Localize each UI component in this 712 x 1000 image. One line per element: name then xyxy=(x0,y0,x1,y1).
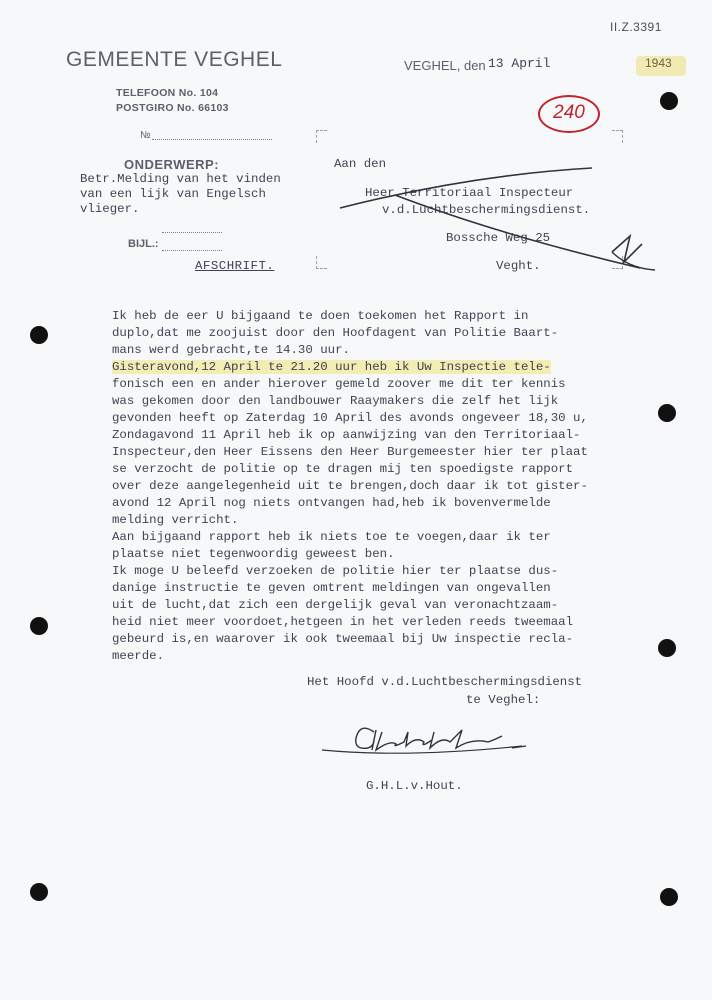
recipient-line: Bossche Weg 25 xyxy=(446,231,551,245)
letter-date: 13 April xyxy=(488,56,551,71)
body-line: meerde. xyxy=(112,649,165,663)
number-label: № xyxy=(140,130,151,141)
body-line: melding verricht. xyxy=(112,513,239,527)
recipient-line: v.d.Luchtbeschermingsdienst. xyxy=(382,203,591,217)
year-note: 1943 xyxy=(645,56,672,70)
phone-number: TELEFOON No. 104 xyxy=(116,87,219,99)
body-line: Inspecteur,den Heer Eissens den Heer Burgemeester hier ter plaat xyxy=(112,445,588,459)
body-line: plaatse niet tegenwoordig geweest ben. xyxy=(112,547,395,561)
body-line: duplo,dat me zoojuist door den Hoofdagent van Politie Baart- xyxy=(112,326,559,340)
recipient-line: Heer Territoriaal Inspecteur xyxy=(365,186,574,200)
body-line: fonisch een en ander hierover gemeld zoover me dit ter kennis xyxy=(112,377,566,391)
signatory-name: G.H.L.v.Hout. xyxy=(366,779,463,793)
closing-title: Het Hoofd v.d.Luchtbeschermingsdienst xyxy=(307,675,583,689)
copy-label: AFSCHRIFT. xyxy=(195,259,275,273)
archive-stamp: II.Z.3391 xyxy=(610,20,662,34)
closing-place: te Veghel: xyxy=(466,693,541,707)
body-line: was gekomen door den landbouwer Raaymakers die zelf het lijk xyxy=(112,394,559,408)
body-line: Ik heb de eer U bijgaand te doen toekomen het Rapport in xyxy=(112,309,529,323)
body-line: over deze aangelegenheid uit te brengen,doch daar ik tot gister- xyxy=(112,479,588,493)
subject-line: vlieger. xyxy=(80,202,140,216)
body-line: Aan bijgaand rapport heb ik niets toe te voegen,daar ik ter xyxy=(112,530,551,544)
signature xyxy=(316,718,536,764)
subject-label: ONDERWERP: xyxy=(124,157,220,172)
body-line: Gisteravond,12 April te 21.20 uur heb ik Uw Inspectie tele- xyxy=(112,360,551,374)
municipality-name: GEMEENTE VEGHEL xyxy=(66,48,283,71)
body-line: gebeurd is,en waarover ik ook tweemaal bij Uw inspectie recla- xyxy=(112,632,574,646)
register-number: 240 xyxy=(553,102,585,123)
place-date-prefix: VEGHEL, den xyxy=(404,58,486,73)
body-line: gevonden heeft op Zaterdag 10 April des avonds ongeveer 18,30 u, xyxy=(112,411,588,425)
body-line: Zondagavond 11 April heb ik op aanwijzing van den Territoriaal- xyxy=(112,428,581,442)
postgiro-number: POSTGIRO No. 66103 xyxy=(116,102,229,114)
recipient-line: Veght. xyxy=(496,259,541,273)
enclosures-label: BIJL.: xyxy=(128,238,159,250)
recipient-to-label: Aan den xyxy=(334,157,387,171)
body-line: se verzocht de politie op te dragen mij ten spoedigste rapport xyxy=(112,462,574,476)
body-line: Ik moge U beleefd verzoeken de politie hier ter plaatse dus- xyxy=(112,564,559,578)
body-line: avond 12 April nog niets ontvangen had,heb ik bovenvermelde xyxy=(112,496,551,510)
body-line: uit de lucht,dat zich een dergelijk geval van veronachtzaam- xyxy=(112,598,559,612)
subject-line: Betr.Melding van het vinden xyxy=(80,172,281,186)
body-line: mans werd gebracht,te 14.30 uur. xyxy=(112,343,350,357)
body-line: heid niet meer voordoet,hetgeen in het verleden reeds tweemaal xyxy=(112,615,574,629)
subject-line: van een lijk van Engelsch xyxy=(80,187,266,201)
body-line: danige instructie te geven omtrent meldingen van ongevallen xyxy=(112,581,551,595)
